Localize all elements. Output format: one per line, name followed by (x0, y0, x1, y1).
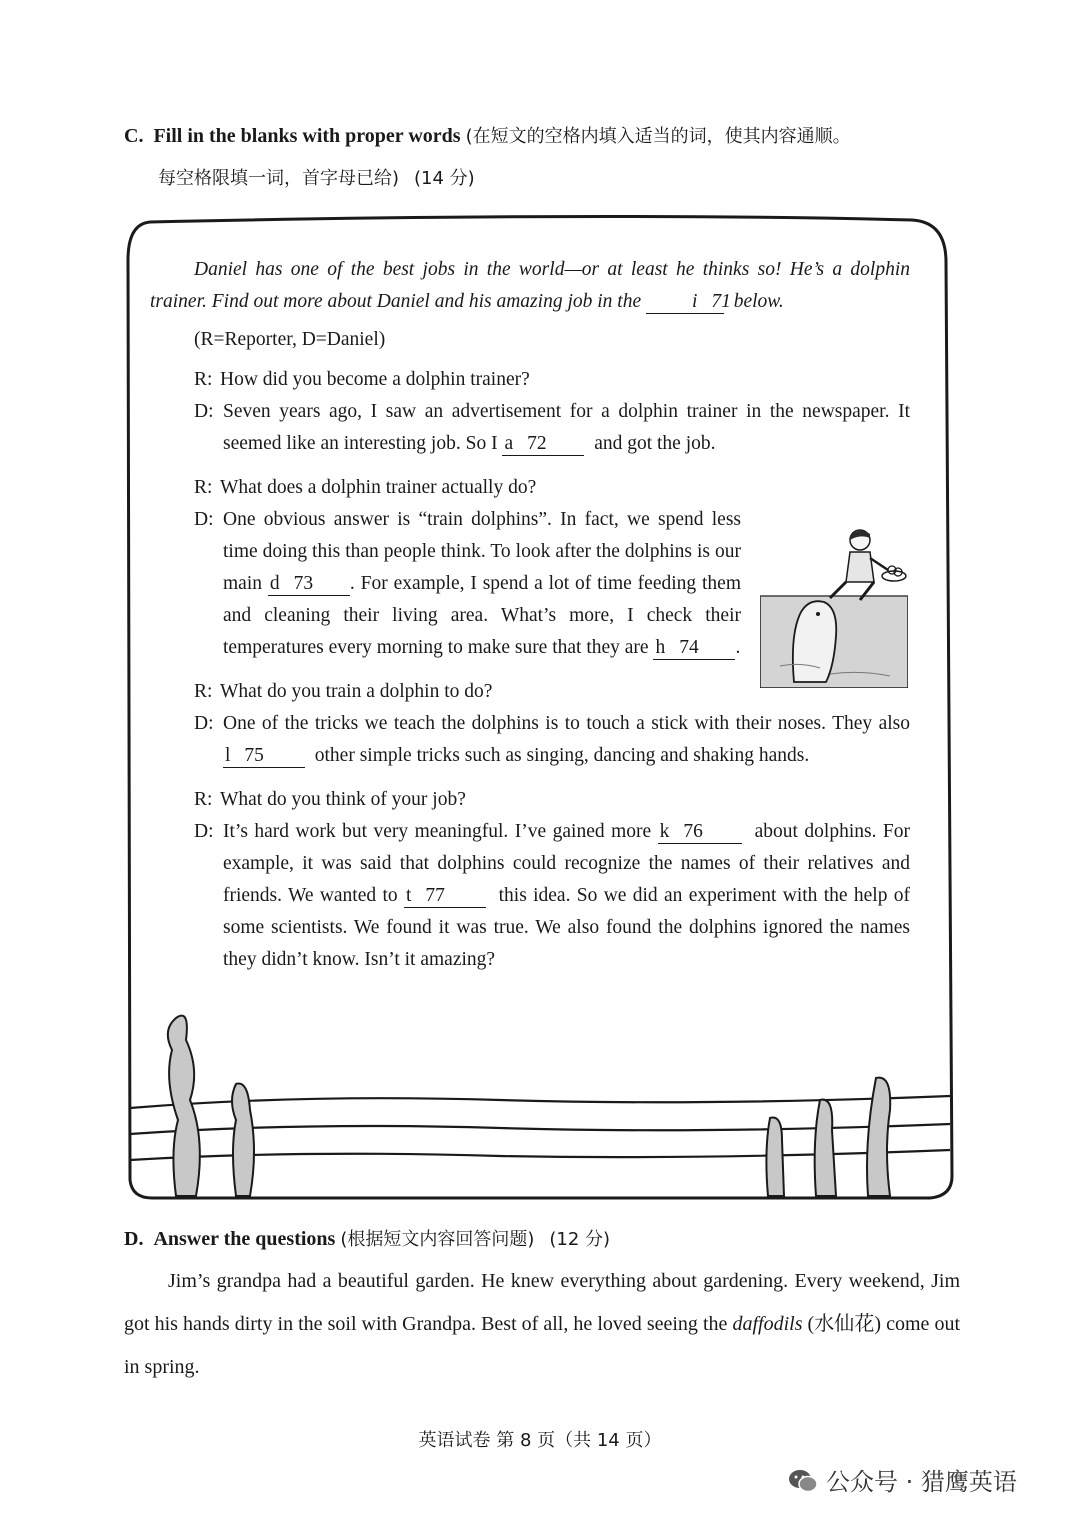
blank-76[interactable]: k 76 (658, 821, 742, 844)
daniel-answer-2: D: One obvious answer is “train dolphins”. In fact, we spend less time doing this than people think. To look after the dolphins is our main d 73 . For example, I spend a lot of time feeding them and cleaning their living area. What’s more, I check their temperatures every morning to make sure that they are h 74 . (194, 509, 742, 658)
watermark: 公众号 · 猎鹰英语 (788, 1462, 1017, 1500)
section-c-heading: C. Fill in the blanks with proper words (在短文的空格内填入适当的词，使其内容通顺。 (124, 125, 851, 147)
wechat-icon (788, 1468, 818, 1500)
daniel-answer-1: D: Seven years ago, I saw an advertisement for a dolphin trainer in the newspaper. It seemed like an interesting job. So I a 72 and got the job. (194, 401, 910, 454)
section-c-instruction: 每空格限填一词，首字母已给) (14 分) (158, 168, 475, 189)
blank-73[interactable]: d 73 (268, 573, 350, 596)
reporter-question-3: R: What do you train a dolphin to do? (194, 681, 493, 702)
passage (150, 254, 910, 976)
reporter-question-4: R: What do you think of your job? (194, 789, 466, 810)
page-footer: 英语试卷 第 8 页（共 14 页） (418, 1430, 662, 1451)
blank-74[interactable]: h 74 (653, 637, 735, 660)
daniel-answer-4: D: It’s hard work but very meaningful. I’ve gained more k 76 about dolphins. For example, it was said that dolphins could recognize the names of their relatives and friends. We wanted to t 77 this idea. So we did an experiment with the help of some scientists. We found it was true. We also found the dolphins ignored the names they didn’t know. Isn’t it amazing? (194, 821, 911, 970)
blank-72[interactable]: a 72 (502, 433, 584, 456)
passage-intro: Daniel has one of the best jobs in the world—or at least he thinks so! He’s a dolphin trainer. Find out more about Daniel and his amazing job in the i 71 below. (150, 259, 910, 312)
daniel-answer-3: D: One of the tricks we teach the dolphins is to touch a stick with their noses. They also l 75 other simple tricks such as singing, dancing and shaking hands. (194, 713, 910, 766)
blank-75[interactable]: l 75 (223, 745, 305, 768)
blank-71[interactable]: i 71 (646, 291, 724, 314)
seaweed (168, 1016, 890, 1196)
reporter-question-1: R: How did you become a dolphin trainer? (194, 369, 530, 390)
section-d-passage: Jim’s grandpa had a beautiful garden. He knew everything about gardening. Every weekend, Jim got his hands dirty in the soil with Grandpa. Best of all, he loved seeing the daffodils (水仙花) come out in spring. (124, 1270, 961, 1378)
blank-77[interactable]: t 77 (404, 885, 486, 908)
section-d-heading: D. Answer the questions (根据短文内容回答问题) (12 分) (124, 1228, 611, 1250)
legend: (R=Reporter, D=Daniel) (194, 329, 386, 350)
reporter-question-2: R: What does a dolphin trainer actually do? (194, 477, 537, 498)
